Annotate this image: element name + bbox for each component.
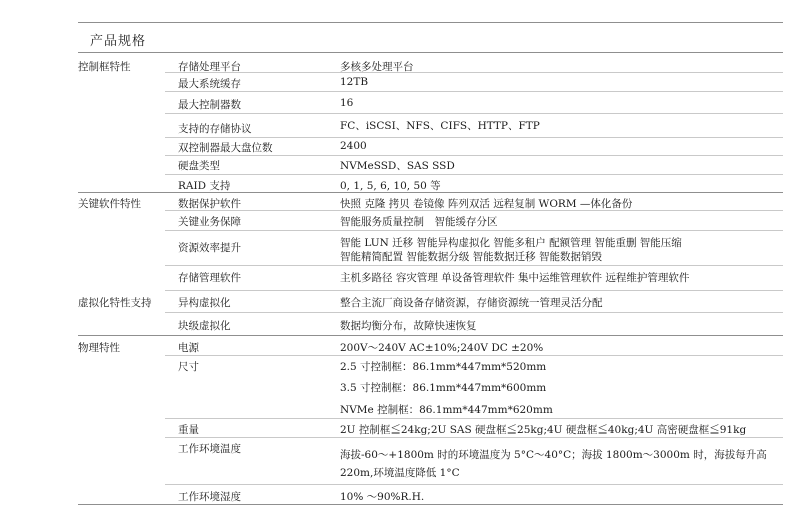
spec-value: 智能 LUN 迁移 智能异构虚拟化 智能多租户 配额管理 智能重删 智能压缩: [340, 237, 682, 249]
row-rule: [165, 174, 783, 175]
row-rule: [165, 91, 783, 92]
spec-label: 硬盘类型: [178, 160, 220, 172]
spec-label: 资源效率提升: [178, 242, 241, 254]
category-physical: 物理特性: [78, 342, 120, 354]
spec-value: 智能服务质量控制 智能缓存分区: [340, 216, 498, 228]
spec-label: 块级虚拟化: [178, 320, 231, 332]
spec-label: 最大系统缓存: [178, 78, 241, 90]
row-rule: [165, 418, 783, 419]
bottom-rule: [78, 504, 783, 505]
row-rule: [165, 484, 783, 485]
spec-value: 数据均衡分布，故障快速恢复: [340, 320, 477, 332]
spec-value: 2400: [340, 140, 367, 152]
row-rule: [165, 72, 783, 73]
spec-label: 存储管理软件: [178, 272, 241, 284]
spec-value: 主机多路径 容灾管理 单设备管理软件 集中运维管理软件 远程维护管理软件: [340, 272, 690, 284]
row-rule: [165, 355, 783, 356]
row-rule: [165, 137, 783, 138]
spec-value: 12TB: [340, 76, 369, 88]
row-rule: [165, 113, 783, 114]
spec-value: 0, 1, 5, 6, 10, 50 等: [340, 180, 441, 192]
row-rule: [165, 155, 783, 156]
spec-value: 整合主流厂商设备存储资源，存储资源统一管理灵活分配: [340, 297, 603, 309]
page-title: 产品规格: [90, 34, 147, 49]
row-rule: [165, 210, 783, 211]
category-controller: 控制框特性: [78, 61, 131, 73]
spec-label: 尺寸: [178, 361, 199, 373]
top-rule: [78, 22, 783, 23]
row-rule: [165, 290, 783, 291]
spec-value: 200V～240V AC±10%;240V DC ±20%: [340, 342, 544, 354]
spec-value: 2.5 寸控制框：86.1mm*447mm*520mm: [340, 361, 547, 373]
spec-label: 存储处理平台: [178, 61, 241, 73]
row-rule: [165, 312, 783, 313]
spec-value: 220m,环境温度降低 1°C: [340, 467, 460, 479]
spec-value: 2U 控制框≦24kg;2U SAS 硬盘框≦25kg;4U 硬盘框≦40kg;4U 高密硬盘框≦91kg: [340, 424, 747, 436]
spec-label: 电源: [178, 342, 199, 354]
spec-value: 快照 克隆 拷贝 卷镜像 阵列双活 远程复制 WORM —体化备份: [340, 198, 633, 210]
row-rule: [165, 230, 783, 231]
spec-label: 最大控制器数: [178, 99, 241, 111]
spec-label: RAID 支持: [178, 180, 231, 192]
spec-value: 3.5 寸控制框：86.1mm*447mm*600mm: [340, 382, 547, 394]
title-rule: [78, 52, 783, 53]
spec-value: 多核多处理平台: [340, 61, 414, 73]
spec-value: NVMeSSD、SAS SSD: [340, 160, 455, 172]
spec-value: 16: [340, 97, 354, 109]
category-software: 关键软件特性: [78, 198, 141, 210]
spec-label: 支持的存储协议: [178, 123, 252, 135]
spec-value: 智能精简配置 智能数据分级 智能数据迁移 智能数据销毁: [340, 251, 603, 263]
spec-value: FC、iSCSI、NFS、CIFS、HTTP、FTP: [340, 120, 540, 132]
spec-value: 10% ～90%R.H.: [340, 491, 425, 503]
spec-value: NVMe 控制框：86.1mm*447mm*620mm: [340, 404, 553, 416]
spec-label: 双控制器最大盘位数: [178, 142, 273, 154]
row-rule: [165, 437, 783, 438]
section-rule: [78, 335, 783, 336]
spec-label: 数据保护软件: [178, 198, 241, 210]
spec-label: 工作环境湿度: [178, 491, 241, 503]
category-virtualization: 虚拟化特性支持: [78, 297, 152, 309]
spec-label: 工作环境温度: [178, 443, 241, 455]
row-rule: [165, 265, 783, 266]
spec-label: 异构虚拟化: [178, 297, 231, 309]
spec-label: 重量: [178, 424, 199, 436]
spec-value: 海拔-60～+1800m 时的环境温度为 5°C～40°C；海拔 1800m～3000m 时，海拔每升高: [340, 449, 767, 461]
section-rule: [78, 192, 783, 193]
spec-label: 关键业务保障: [178, 216, 241, 228]
